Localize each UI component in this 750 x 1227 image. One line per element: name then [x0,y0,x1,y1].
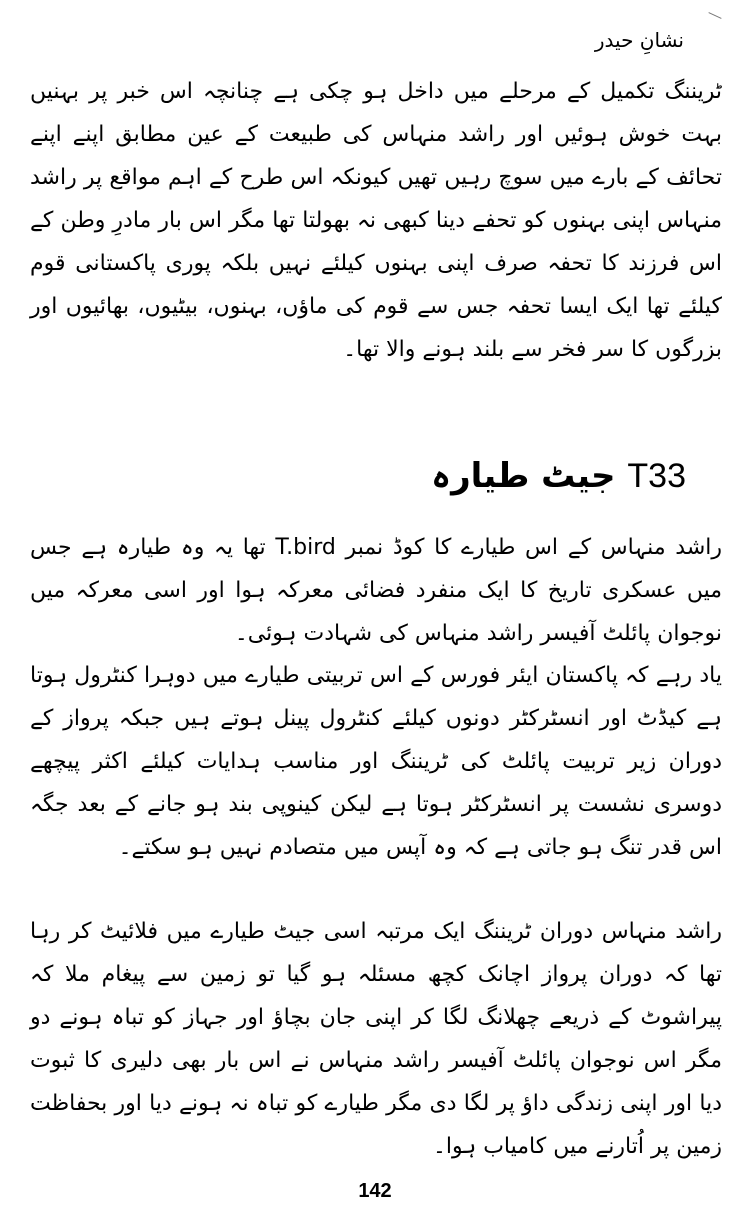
heading-title: جیٹ طیارہ [431,456,616,496]
section-heading [431,455,686,496]
page-number: 142 [358,1180,392,1202]
intro-paragraph: ٹریننگ تکمیل کے مرحلے میں داخل ہو چکی ہے چنانچہ اس خبر پر بہنیں بہت خوش ہوئیں اور راشد منہاس کی طبیعت کے عین مطابق اپنے اپنے تحائف کے بارے میں سوچ رہیں تھیں کیونکہ اس طرح کے اہم مواقع پر راشد منہاس اپنی بہنوں کو تحفے دینا کبھی نہ بھولتا تھا مگر اس بار مادرِ وطن کے اس فرزند کا تحفہ صرف اپنی بہنوں کیلئے نہیں بلکہ پوری پاکستانی قوم کیلئے تھا ایک ایسا تحفہ جس سے قوم کی ماؤں، بہنوں، بیٹیوں، بھائیوں اور بزرگوں کا سر فخر سے بلند ہونے والا تھا۔ [30,79,722,362]
running-header: نشانِ حیدر [594,28,684,52]
scan-mark [708,12,721,19]
body-paragraph: یاد رہے کہ پاکستان ایئر فورس کے اس تربیتی طیارے میں دوہرا کنٹرول ہوتا ہے کیڈٹ اور انسٹرکٹر دونوں کیلئے کنٹرول پینل ہوتے ہیں جبکہ پرواز کے دوران زیر تربیت پائلٹ کی ٹریننگ اور مناسب ہدایات کیلئے اکثر پیچھے دوسری نشست پر انسٹرکٹر ہوتا ہے لیکن کینوپی بند ہو جانے کے بعد جگہ اس قدر تنگ ہو جاتی ہے کہ وہ آپس میں متصادم نہیں ہو سکتے۔ [30,663,722,860]
body-paragraph: راشد منہاس کے اس طیارے کا کوڈ نمبر T.bird تھا یہ وہ طیارہ ہے جس میں عسکری تاریخ کا ایک منفرد فضائی معرکہ ہوا اور اسی معرکہ میں نوجوان پائلٹ آفیسر راشد منہاس کی شہادت ہوئی۔ [30,535,722,646]
body-paragraph: راشد منہاس دوران ٹریننگ ایک مرتبہ اسی جیٹ طیارے میں فلائیٹ کر رہا تھا کہ دوران پرواز اچانک کچھ مسئلہ ہو گیا تو زمین سے پیغام ملا کہ پیراشوٹ کے ذریعے چھلانگ لگا کر اپنی جان بچاؤ اور جہاز کو تباہ ہونے دو مگر اس نوجوان پائلٹ آفیسر راشد منہاس نے اس بار بھی دلیری کا ثبوت دیا اور اپنی زندگی داؤ پر لگا دی مگر طیارے کو تباہ نہ ہونے دیا اور بحفاظت زمین پر اُتارنے میں کامیاب ہوا۔ [30,919,722,1159]
heading-aircraft-code: T33 [627,457,686,495]
